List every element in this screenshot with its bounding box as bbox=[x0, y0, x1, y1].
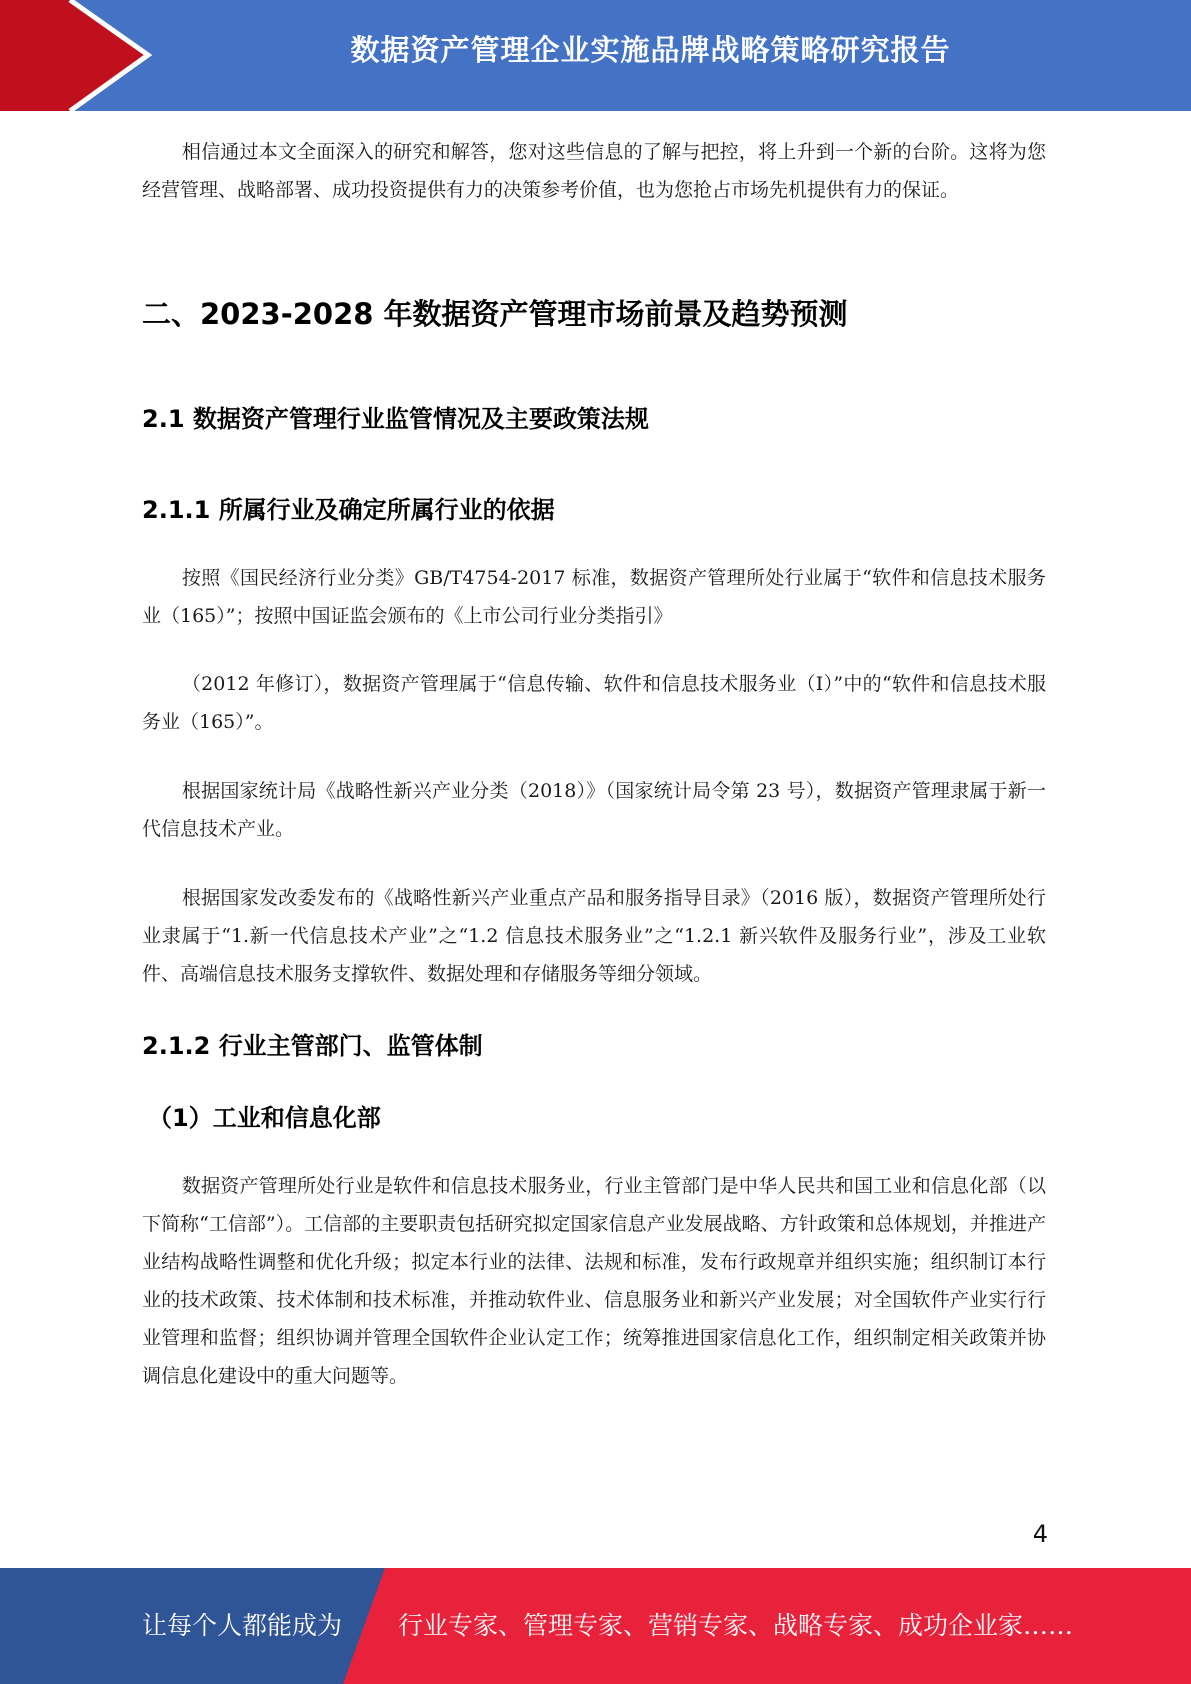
paragraph-block-1 bbox=[142, 559, 1046, 635]
paragraph-csrc-classification: （2012 年修订），数据资产管理属于“信息传输、软件和信息技术服务业（I）”中的“软件和信息技术服务业（165）”。 bbox=[142, 673, 1046, 733]
header-red-chevron bbox=[0, 0, 160, 111]
footer-slogan-right: 行业专家、管理专家、营销专家、战略专家、成功企业家…… bbox=[398, 1611, 1074, 1640]
item-heading-miit: （1）工业和信息化部 bbox=[148, 1104, 381, 1132]
paragraph-block-5 bbox=[142, 1167, 1046, 1395]
page-footer bbox=[0, 1568, 1191, 1684]
subsection-heading-2-1-1: 2.1.1 所属行业及确定所属行业的依据 bbox=[142, 496, 555, 524]
subsection-heading-2-1: 2.1 数据资产管理行业监管情况及主要政策法规 bbox=[142, 405, 649, 433]
paragraph-block-4 bbox=[142, 879, 1046, 993]
subsection-heading-2-1-2: 2.1.2 行业主管部门、监管体制 bbox=[142, 1032, 483, 1060]
paragraph-miit-duties: 数据资产管理所处行业是软件和信息技术服务业，行业主管部门是中华人民共和国工业和信息化部（以下简称“工信部”）。工信部的主要职责包括研究拟定国家信息产业发展战略、方针政策和总体规划，并推进产业结构战略性调整和优化升级；拟定本行业的法律、法规和标准，发布行政规章并组织实施；组织制订本行业的技术政策、技术体制和技术标准，并推动软件业、信息服务业和新兴产业发展；对全国软件产业实行行业管理和监督；组织协调并管理全国软件企业认定工作；统筹推进国家信息化工作，组织制定相关政策并协调信息化建设中的重大问题等。 bbox=[142, 1175, 1046, 1387]
footer-slogan-left: 让每个人都能成为 bbox=[142, 1611, 343, 1640]
paragraph-industry-classification: 按照《国民经济行业分类》GB/T4754-2017 标准，数据资产管理所处行业属于“软件和信息技术服务业（165）”；按照中国证监会颁布的《上市公司行业分类指引》 bbox=[142, 567, 1046, 627]
intro-block bbox=[142, 133, 1046, 209]
paragraph-block-2 bbox=[142, 665, 1046, 741]
section-heading: 二、2023-2028 年数据资产管理市场前景及趋势预测 bbox=[142, 297, 848, 331]
paragraph-block-3 bbox=[142, 772, 1046, 848]
intro-paragraph: 相信通过本文全面深入的研究和解答，您对这些信息的了解与把控，将上升到一个新的台阶。这将为您经营管理、战略部署、成功投资提供有力的决策参考价值，也为您抢占市场先机提供有力的保证。 bbox=[142, 141, 1046, 201]
paragraph-statistics-bureau: 根据国家统计局《战略性新兴产业分类（2018）》（国家统计局令第 23 号），数据资产管理隶属于新一代信息技术产业。 bbox=[142, 780, 1046, 840]
page-number: 4 bbox=[1032, 1520, 1048, 1548]
page-header bbox=[0, 0, 1191, 111]
report-title: 数据资产管理企业实施品牌战略策略研究报告 bbox=[350, 33, 951, 67]
paragraph-ndrc-catalog: 根据国家发改委发布的《战略性新兴产业重点产品和服务指导目录》（2016 版），数据资产管理所处行业隶属于“1.新一代信息技术产业”之“1.2 信息技术服务业”之“1.2.1 新兴软件及服务行业”，涉及工业软件、高端信息技术服务支撑软件、数据处理和存储服务等细分领域。 bbox=[142, 887, 1046, 985]
